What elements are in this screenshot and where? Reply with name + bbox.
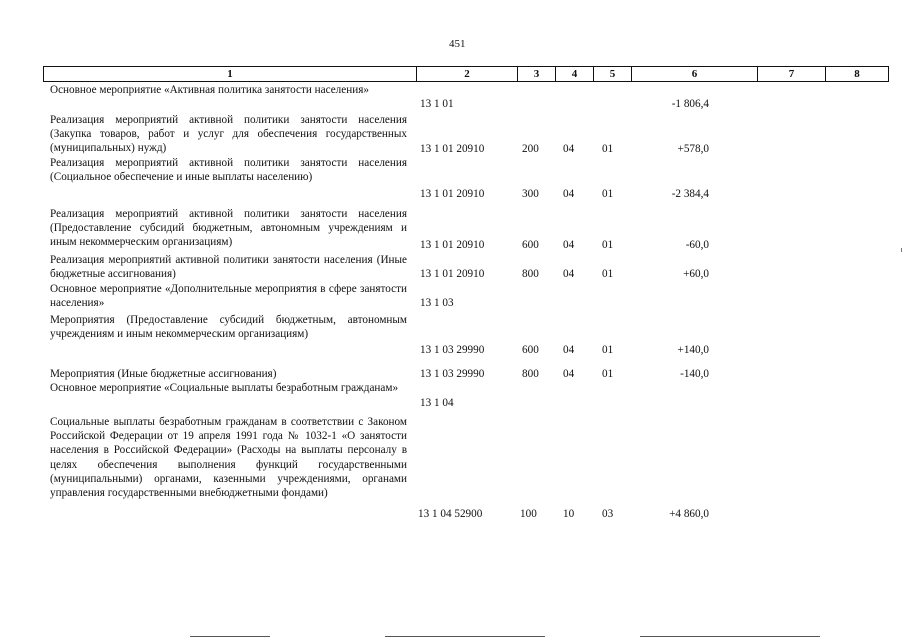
row-description: Мероприятия (Предоставление субсидий бюджетным, автономным учреждениям и иным некоммерческим организациям) (50, 314, 407, 341)
header-col-8: 8 (825, 67, 888, 81)
row-col-5: 01 (602, 143, 614, 155)
scan-artifact-line (385, 636, 545, 637)
row-col-4: 04 (563, 268, 575, 280)
row-code: 13 1 01 20910 (420, 239, 485, 251)
row-description: Мероприятия (Иные бюджетные ассигнования) (50, 368, 277, 380)
row-code: 13 1 01 20910 (420, 143, 485, 155)
header-col-1: 1 (227, 68, 233, 80)
row-code: 13 1 03 29990 (420, 368, 485, 380)
row-description: Реализация мероприятий активной политики занятости населения (Иные бюджетные ассигнования) (50, 254, 407, 281)
row-code: 13 1 04 (420, 397, 454, 409)
header-col-2: 2 (416, 67, 517, 81)
row-col-5: 03 (602, 508, 614, 520)
row-code: 13 1 04 52900 (418, 508, 483, 520)
row-col-3: 800 (522, 268, 539, 280)
row-code: 13 1 01 (420, 98, 454, 110)
scan-artifact-line (190, 636, 270, 637)
row-amount: +60,0 (683, 268, 709, 280)
row-description: Реализация мероприятий активной политики занятости населения (Социальное обеспечение и иные выплаты населению) (50, 157, 407, 184)
row-col-5: 01 (602, 268, 614, 280)
row-amount: +4 860,0 (669, 508, 709, 520)
row-col-5: 01 (602, 239, 614, 251)
row-code: 13 1 01 20910 (420, 268, 485, 280)
page-number: 451 (449, 38, 466, 50)
row-col-4: 10 (563, 508, 575, 520)
header-col-4: 4 (555, 67, 593, 81)
row-code: 13 1 01 20910 (420, 188, 485, 200)
row-code: 13 1 03 29990 (420, 344, 485, 356)
row-col-4: 04 (563, 368, 575, 380)
row-description: Реализация мероприятий активной политики занятости населения (Закупка товаров, работ и услуг для обеспечения государственных (муниципальных) нужд) (50, 114, 407, 155)
header-col-5: 5 (593, 67, 631, 81)
row-col-5: 01 (602, 188, 614, 200)
row-col-4: 04 (563, 239, 575, 251)
row-amount: -140,0 (680, 368, 709, 380)
row-col-3: 200 (522, 143, 539, 155)
row-description: Основное мероприятие «Активная политика занятости населения» (50, 84, 369, 96)
row-amount: +140,0 (677, 344, 709, 356)
row-amount: -2 384,4 (671, 188, 709, 200)
header-col-7: 7 (757, 67, 825, 81)
scan-artifact-mark (901, 248, 902, 252)
row-code: 13 1 03 (420, 297, 454, 309)
row-col-3: 800 (522, 368, 539, 380)
row-col-5: 01 (602, 344, 614, 356)
row-col-3: 300 (522, 188, 539, 200)
row-amount: -60,0 (685, 239, 709, 251)
row-description: Реализация мероприятий активной политики занятости населения (Предоставление субсидий бюджетным, автономным учреждениям и иным некоммерческим организациям) (50, 208, 407, 249)
row-col-4: 04 (563, 143, 575, 155)
scan-artifact-line (640, 636, 820, 637)
row-col-5: 01 (602, 368, 614, 380)
row-col-3: 100 (520, 508, 537, 520)
row-description: Основное мероприятие «Дополнительные мероприятия в сфере занятости населения» (50, 283, 407, 310)
row-amount: +578,0 (677, 143, 709, 155)
row-amount: -1 806,4 (671, 98, 709, 110)
row-description: Основное мероприятие «Социальные выплаты безработным гражданам» (50, 382, 399, 394)
row-col-4: 04 (563, 188, 575, 200)
row-col-3: 600 (522, 239, 539, 251)
row-col-4: 04 (563, 344, 575, 356)
header-col-3: 3 (517, 67, 555, 81)
header-col-6: 6 (631, 67, 757, 81)
table-header (43, 66, 889, 82)
row-col-3: 600 (522, 344, 539, 356)
row-description: Социальные выплаты безработным гражданам в соответствии с Законом Российской Федерации от 19 апреля 1991 года № 1032-1 «О занятости населения в Российской Федерации» (Расходы на выплаты персоналу в целях обеспечения выполнения функций государственными (муниципальными) органами, казенными учреждениями, органами управления государственными внебюджетными фондами) (50, 416, 407, 500)
